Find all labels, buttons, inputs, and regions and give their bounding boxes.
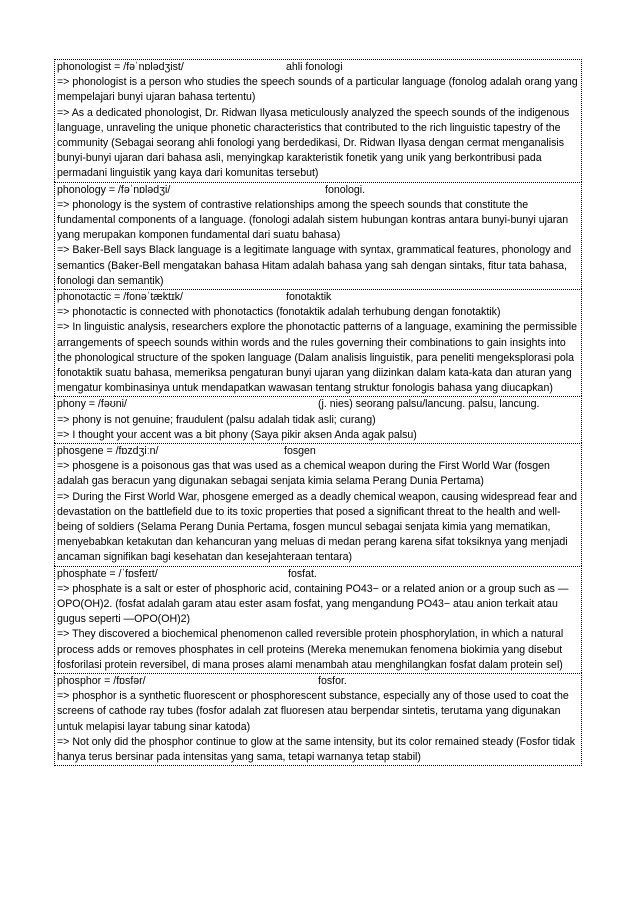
entry-example: => They discovered a biochemical phenomenon called reversible protein phosphorylation, in which a natural process adds or removes phosphates in cell proteins (Mereka menemukan fenomena biokimia yang disebut fosforilasi protein reversibel, di mana proses alami menambah atau menghilangkan fosfat dalam protein sel) (57, 628, 564, 671)
entry-definition: => phonology is the system of contrastive relationships among the speech sounds that constitute the fundamental components of a language. (fonologi adalah sistem hubungan kontras antara bunyi-bunyi ujaran yang merupakan komponen fundamental dari suatu bahasa) (57, 198, 569, 242)
entry-phosphor (54, 673, 582, 766)
entry-definition: => phonotactic is connected with phonotactics (fonotaktik adalah terhubung dengan fonotaktik) (57, 306, 501, 319)
entry-example: => Baker-Bell says Black language is a legitimate language with syntax, grammatical features, phonology and semantics (Baker-Bell mengatakan bahasa Hitam adalah bahasa yang sah dengan sintaks, fitur tata bahasa, fonologi dan semantik) (57, 244, 572, 287)
entry-phosphate (54, 566, 582, 673)
entry-example: => Not only did the phosphor continue to glow at the same intensity, but its color remained steady (Fosfor tidak hanya terus bersinar pada intensitas yang sama, tetapi warnanya tetap stabil) (57, 735, 576, 764)
entry-header (57, 674, 579, 689)
entry-header (57, 567, 579, 582)
entry-example: => I thought your accent was a bit phony (Saya pikir aksen Anda agak palsu) (57, 428, 417, 441)
entry-phosgene (54, 443, 582, 566)
glossary-page (54, 59, 582, 766)
entry-term: phonology = /fəˈnɒlədʒi/ (57, 183, 171, 196)
entry-term: phonologist = /fəˈnɒlədʒist/ (57, 61, 184, 73)
entry-translation: fosfor. (318, 675, 347, 688)
entry-phonotactic (54, 289, 582, 396)
entry-term: phosphor = /fɒsfər/ (57, 675, 146, 688)
entry-definition: => phony is not genuine; fraudulent (palsu adalah tidak asli; curang) (57, 413, 376, 426)
entry-translation: ahli fonologi (286, 61, 343, 73)
entry-example: => As a dedicated phonologist, Dr. Ridwan Ilyasa meticulously analyzed the speech sounds of the indigenous language, unraveling the unique phonetic characteristics that contributed to the rich linguistic tapestry of the community (Sebagai seorang ahli fonologi yang berdedikasi, Dr. Ridwan Ilyasa dengan cermat menganalisis bunyi-bunyi ujaran dari bahasa asli, menyingkap karakteristik fonetik yang unik yang berkontribusi pada permadani linguistik yang kaya dari komunitas tersebut) (57, 106, 570, 180)
entry-phonologist (54, 59, 582, 182)
entry-phonology (54, 182, 582, 289)
entry-translation: (j. nies) seorang palsu/lancung. palsu, lancung. (318, 398, 540, 411)
entry-translation: fonologi. (325, 183, 366, 196)
entry-term: phosphate = /ˈfɒsfeɪt/ (57, 567, 158, 580)
entry-term: phony = /fəʊni/ (57, 398, 127, 411)
entry-header (57, 60, 579, 75)
entry-definition: => phosphate is a salt or ester of phosphoric acid, containing PO43− or a related anion or a group such as —OPO(OH)2. (fosfat adalah garam atau ester asam fosfat, yang mengandung PO43− atau anion terkait atau gugus seperti —OPO(OH)2) (57, 582, 569, 626)
entry-translation: fosgen (284, 445, 316, 458)
entry-header (57, 183, 579, 198)
entry-header (57, 397, 579, 412)
entry-example: => In linguistic analysis, researchers explore the phonotactic patterns of a language, examining the permissible arrangements of speech sounds within words and the rules governing their combinations to gain insights into the phonological structure of the spoken language (Dalam analisis linguistik, para peneliti mengeksplorasi pola fonotaktik suatu bahasa, memeriksa pengaturan bunyi ujaran yang diizinkan dalam kata-kata dan aturan yang mengatur kombinasinya untuk mendapatkan wawasan tentang struktur fonologis bahasa yang diucapkan) (57, 321, 577, 395)
entry-definition: => phosphor is a synthetic fluorescent or phosphorescent substance, especially any of those used to coat the screens of cathode ray tubes (fosfor adalah zat fluoresen atau berpendar sintetis, terutama yang digunakan untuk melapisi layar tabung sinar katoda) (57, 690, 569, 733)
entry-translation: fonotaktik (286, 291, 332, 304)
entry-term: phonotactic = /fonəˈtæktɪk/ (57, 291, 183, 304)
entry-header (57, 444, 579, 459)
entry-translation: fosfat. (288, 567, 317, 580)
entry-term: phosgene = /fɒzdʒiːn/ (57, 445, 159, 458)
entry-phony (54, 396, 582, 443)
entry-definition: => phosgene is a poisonous gas that was used as a chemical weapon during the First World War (fosgen adalah gas beracun yang digunakan sebagai senjata kimia selama Perang Dunia Pertama) (57, 460, 550, 488)
entry-example: => During the First World War, phosgene emerged as a deadly chemical weapon, causing widespread fear and devastation on the battlefield due to its toxic properties that posed a significant threat to the health and well-being of soldiers (Selama Perang Dunia Pertama, fosgen muncul sebagai senjata kimia yang mematikan, menyebabkan ketakutan dan kehancuran yang meluas di medan perang karena sifat toksiknya yang menjadi ancaman signifikan bagi kesehatan dan kesejahteraan tentara) (57, 490, 577, 564)
entry-definition: => phonologist is a person who studies the speech sounds of a particular language (fonolog adalah orang yang mempelajari bunyi ujaran bahasa tertentu) (57, 76, 578, 104)
entry-header (57, 290, 579, 305)
